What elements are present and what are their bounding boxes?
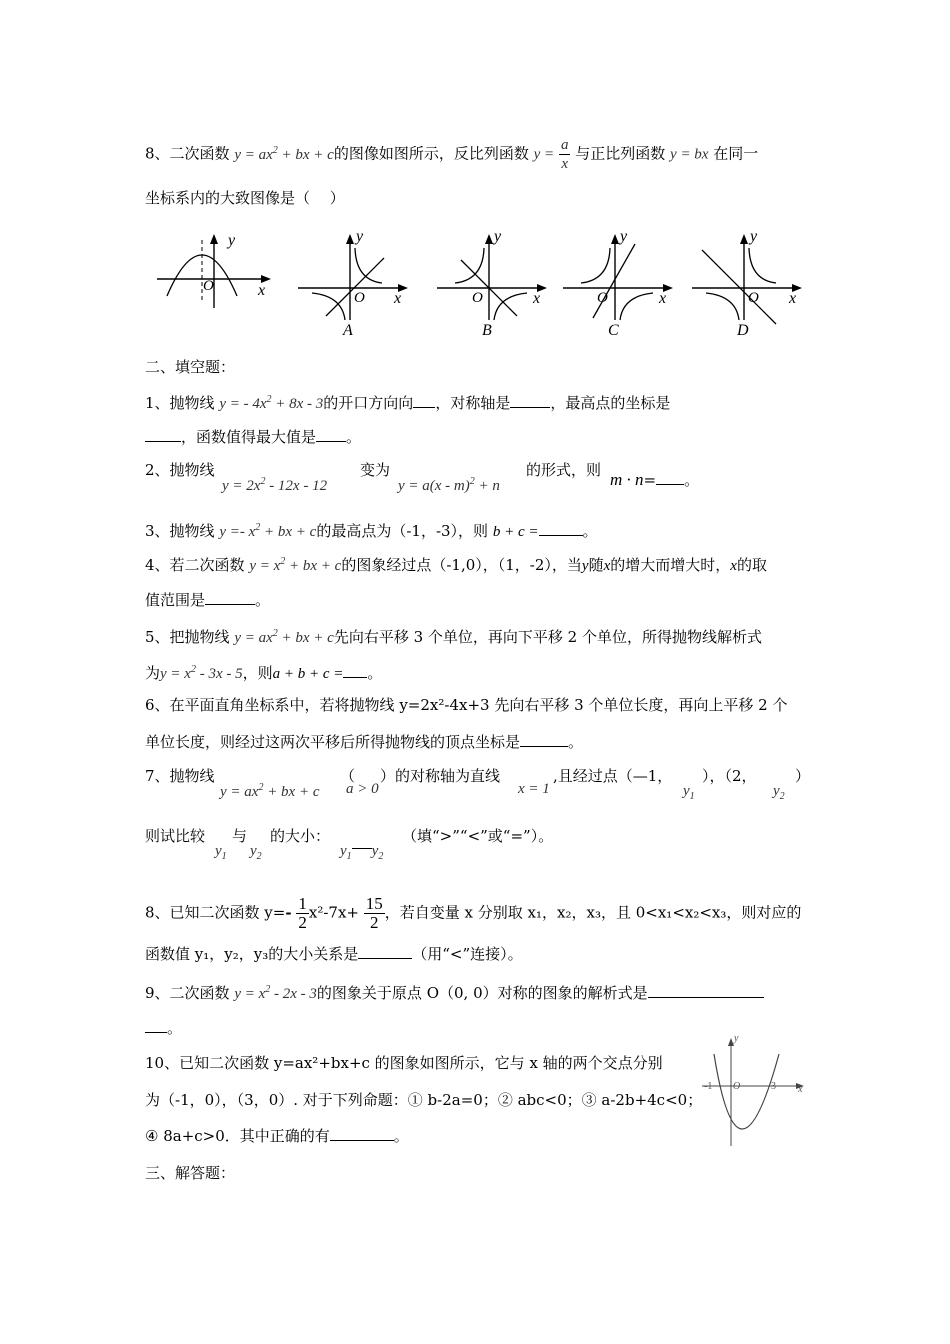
axis-label-x: x (258, 282, 266, 299)
option-a-x-label: x (394, 290, 402, 307)
option-a-origin: O (354, 290, 365, 306)
q1-line2: ，函数值得最大值是 。 (145, 427, 361, 447)
blank[interactable] (145, 427, 181, 442)
question-number: 8、 (145, 144, 170, 163)
blank[interactable] (343, 663, 367, 678)
option-b-x-label: x (533, 290, 541, 307)
fraction-fifteen-halves: $\frac{15}{2}$ (365, 894, 383, 932)
q10-fig-three: 3 (771, 1081, 776, 1092)
option-b-label: B (482, 322, 492, 339)
q7-line1: 7、抛物线 (145, 767, 215, 785)
option-c-label: C (608, 322, 619, 339)
q3-line: 3、抛物线 $y =- x^2$ + bx + c的最高点为（-1，-3），则 b + c = 。 (145, 522, 598, 540)
q7-line2: 则试比较 (145, 827, 206, 845)
fraction-one-half: $\frac{1}{2}$ (298, 894, 307, 932)
option-c-origin: O (597, 290, 608, 306)
q10-line3: ④ 8a+c>0．其中正确的有 。 (145, 1127, 409, 1145)
q10-fig-y-label: y (734, 1033, 739, 1044)
q10-fig-x-label: x (798, 1084, 803, 1095)
q10-line2: 为（-1，0），（3，0）. 对于下列命题：① b-2a=0；② abc<0；③ a-2b+4c<0； (145, 1091, 703, 1109)
q4-line1: 4、若二次函数 $y = x^2$ + bx + c的图象经过点（-1,0），（1，-2），当y随x的增大而增大时，x的取 (145, 556, 767, 574)
blank[interactable] (656, 470, 684, 485)
q5-line2: 为$y = x^2 - 3x - 5$，则a + b + c = 。 (145, 664, 383, 682)
mc8-line2: 坐标系内的大致图像是（ ） (145, 189, 345, 207)
blank[interactable] (145, 1018, 167, 1033)
option-b-origin: O (472, 290, 483, 306)
option-d-label: D (737, 322, 749, 339)
blank[interactable] (539, 521, 583, 536)
option-b-y-label: y (494, 228, 502, 245)
q1-line1: 1、抛物线 y = - $4x^2 + 8x - 3$的开口方向向 ，对称轴是 ，最高点的坐标是 (145, 394, 671, 412)
blank[interactable] (520, 732, 568, 747)
q5-line1: 5、把抛物线 $y = ax^2$ + bx + c先向右平移 3 个单位，再向下平移 2 个单位，所得抛物线解析式 (145, 628, 762, 646)
option-c-x-label: x (659, 290, 667, 307)
option-a-y-label: y (356, 228, 364, 245)
document-page: 8、二次函数 $y = ax^2$ + bx + c的图像如图所示，反比列函数 y = $\frac{a}{x}$ 与正比列函数 y = bx 在同一 坐标系内的大致图像是（ ） y x O y x O A y x O B y x O C y x O D 二、填空题： 1、抛物线 y = - $4x^2 + 8x - 3$的开口方向向 ，对称轴是 ，最高点的坐标是 ，函数值得最大值是 。 2、抛物线 $y = 2x^2 - 12x - 12$ 变为 y = a(x - m)$^2$ + n 的形式，则 m · n= 。 3、抛物线 $y =- x^2$ + bx + c的最高点为（-1，-3），则 b + c = 。 4、若二次函数 $y = x^2$ + bx + c的图象经过点（-1,0），（1，-2），当y随x的增大而增大时，x的取 值范围是 。 5、把抛物线 $y = ax^2$ + bx + c先向右平移 3 个单位，再向下平移 2 个单位，所得抛物线解析式 为$y = x^2 - 3x - 5$，则a + b + c = 。 6、在平面直角坐标系中，若将抛物线 y=2x²-4x+3 先向右平移 3 个单位长度，再向上平移 2 个 单位长度，则经过这两次平移后所得抛物线的顶点坐标是 。 7、抛物线 $y = ax^2$ + bx + c （ a > 0 ）的对称轴为直线 x = 1 ,且经过点（—1， $y_1$ ），（2， $y_2$ ） 则试比较 $y_1$ 与 $y_2$ 的大小： $y_1$ $y_2$ （填“>”“<”或“=”）。 8、已知二次函数 y=- $\frac{1}{2}$ x²-7x+ $\frac{15}{2}$ ，若自变量 x 分别取 x₁，x₂，x₃，且 0<x₁<x₂<x₃，则对应的 函数值 y₁，y₂，y₃的大小关系是 （用“<”连接）。 9、二次函数 $y = x^2 - 2x - 3$的图象关于原点 O（0, 0）对称的图象的解析式是 。 10、已知二次函数 y=ax²+bx+c 的图象如图所示，它与 x 轴的两个交点分别 为（-1，0），（3，0）. 对于下列命题：① b-2a=0；② abc<0；③ a-2b+4c<0； ④ 8a+c>0．其中正确的有 。 y x -1 O 3 三、解答题： (145, 137, 811, 1182)
blank[interactable] (330, 1126, 394, 1141)
section-heading-fill-blank: 二、填空题： (145, 358, 236, 376)
q9-line1: 9、二次函数 $y = x^2 - 2x - 3$的图象关于原点 O（0, 0）对称的图象的解析式是 (145, 980, 764, 1004)
q10-parabola-figure (700, 1034, 810, 1150)
blank[interactable] (205, 590, 255, 605)
option-d-y-label: y (750, 228, 758, 245)
q10-fig-origin: O (733, 1081, 741, 1092)
option-d-origin: O (748, 290, 759, 306)
figure-parabola (155, 232, 275, 312)
mc8-line1: 8、二次函数 $y = ax^2$ + bx + c的图像如图所示，反比列函数 y = $\frac{a}{x}$ 与正比列函数 y = bx 在同一 (145, 137, 759, 172)
q10-fig-minus-one: -1 (704, 1081, 713, 1092)
fraction-a-over-x: $\frac{a}{x}$ (560, 137, 569, 172)
blank[interactable] (510, 393, 550, 408)
blank[interactable] (316, 427, 346, 442)
option-d-x-label: x (789, 290, 797, 307)
section-heading-solve: 三、解答题： (145, 1164, 236, 1182)
q4-line2: 值范围是 。 (145, 591, 271, 609)
blank[interactable] (352, 844, 372, 849)
origin-label: O (203, 278, 214, 294)
option-c-y-label: y (620, 228, 628, 245)
blank[interactable] (358, 944, 412, 959)
blank[interactable] (413, 393, 435, 408)
q6-line1: 6、在平面直角坐标系中，若将抛物线 y=2x²-4x+3 先向右平移 3 个单位长度，再向上平移 2 个 (145, 696, 788, 714)
q10-line1: 10、已知二次函数 y=ax²+bx+c 的图象如图所示，它与 x 轴的两个交点分别 (145, 1054, 663, 1072)
blank[interactable] (648, 983, 764, 998)
q9-line2: 。 (145, 1018, 182, 1038)
q2-line: 2、抛物线 (145, 461, 215, 479)
q8-line1: 8、已知二次函数 y=- $\frac{1}{2}$ x²-7x+ $\frac{15}{2}$ ，若自变量 x 分别取 x₁，x₂，x₃，且 0<x₁<x₂<x₃，则对应的 (145, 894, 802, 932)
q6-line2: 单位长度，则经过这两次平移后所得抛物线的顶点坐标是 。 (145, 733, 584, 751)
q8-line2: 函数值 y₁，y₂，y₃的大小关系是 （用“<”连接）。 (145, 945, 523, 963)
axis-label-y: y (228, 232, 236, 249)
option-a-label: A (343, 322, 353, 339)
